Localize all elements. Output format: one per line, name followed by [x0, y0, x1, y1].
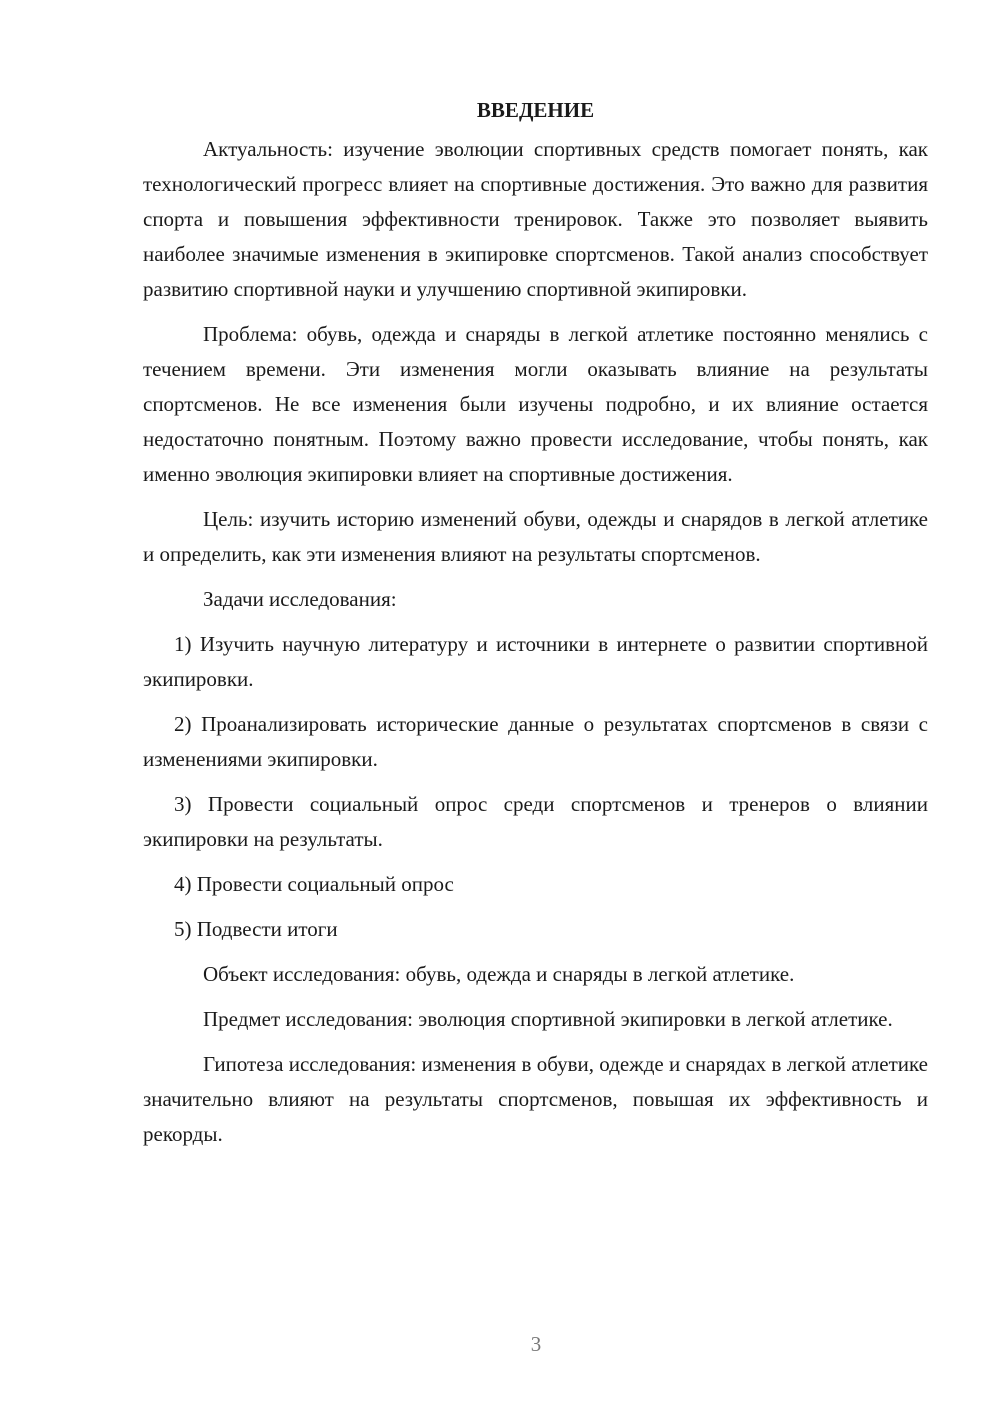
- tasks-heading: Задачи исследования:: [203, 587, 397, 611]
- task-item-3: 3) Провести социальный опрос среди спортсменов и тренеров о влиянии экипировки на результаты.: [143, 792, 928, 851]
- hypothesis-paragraph: Гипотеза исследования: изменения в обуви, одежде и снарядах в легкой атлетике значительно влияют на результаты спортсменов, повышая их эффективность и рекорды.: [143, 1052, 928, 1146]
- page-number: 3: [530, 1332, 542, 1356]
- document-page: [143, 96, 928, 1162]
- problem-paragraph: Проблема: обувь, одежда и снаряды в легкой атлетике постоянно менялись с течением времени. Эти изменения могли оказывать влияние на результаты спортсменов. Не все изменения были изучены подробно, и их влияние остается недостаточно понятным. Поэтому важно провести исследование, чтобы понять, как именно эволюция экипировки влияет на спортивные достижения.: [143, 322, 928, 486]
- section-heading: ВВЕДЕНИЕ: [476, 98, 595, 122]
- object-paragraph: Объект исследования: обувь, одежда и снаряды в легкой атлетике.: [203, 962, 795, 986]
- task-item-1: 1) Изучить научную литературу и источники в интернете о развитии спортивной экипировки.: [143, 632, 928, 691]
- subject-paragraph: Предмет исследования: эволюция спортивной экипировки в легкой атлетике.: [203, 1007, 893, 1031]
- relevance-paragraph: Актуальность: изучение эволюции спортивных средств помогает понять, как технологический прогресс влияет на спортивные достижения. Это важно для развития спорта и повышения эффективности тренировок. Также это позволяет выявить наиболее значимые изменения в экипировке спортсменов. Такой анализ способствует развитию спортивной науки и улучшению спортивной экипировки.: [143, 137, 928, 301]
- task-item-4: 4) Провести социальный опрос: [174, 872, 454, 896]
- task-item-5: 5) Подвести итоги: [174, 917, 338, 941]
- task-item-2: 2) Проанализировать исторические данные о результатах спортсменов в связи с изменениями экипировки.: [143, 712, 928, 771]
- goal-paragraph: Цель: изучить историю изменений обуви, одежды и снарядов в легкой атлетике и определить, как эти изменения влияют на результаты спортсменов.: [143, 507, 928, 566]
